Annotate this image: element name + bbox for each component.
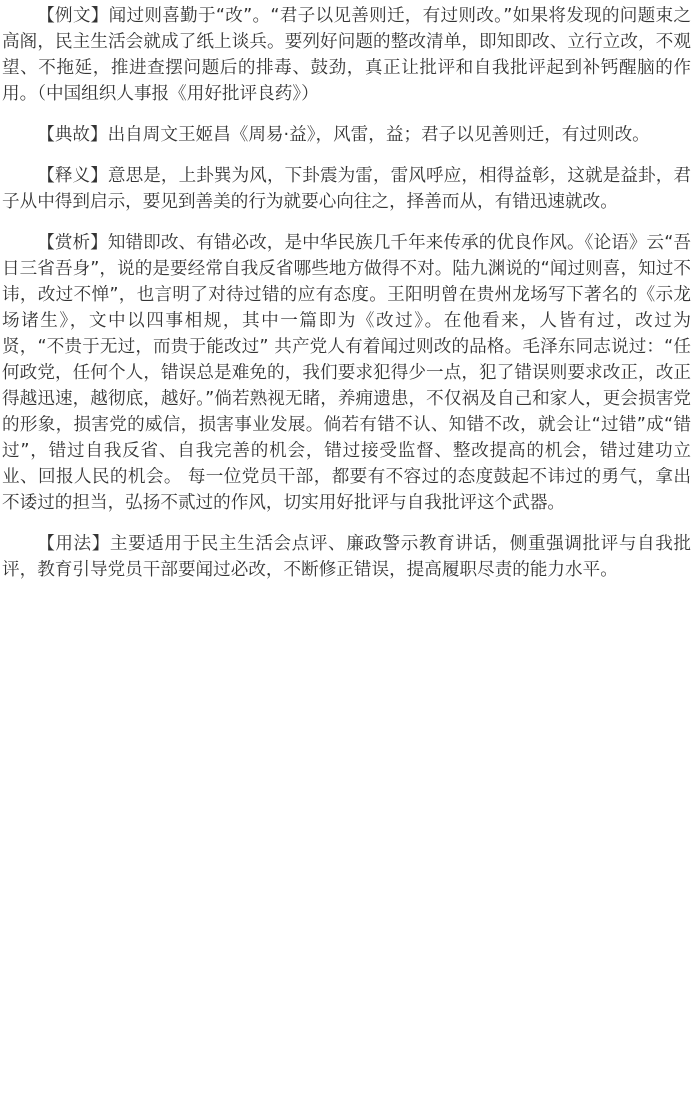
- paragraph-tag: 【典故】: [37, 125, 108, 145]
- paragraph-meaning: [2, 163, 691, 215]
- paragraph-allusion: [2, 122, 691, 148]
- paragraph-tag: 【赏析】: [37, 233, 108, 253]
- paragraph-text: 出自周文王姬昌《周易·益》，风雷，益；君子以见善则迁，有过则改。: [107, 125, 650, 145]
- article-body: [2, 0, 691, 583]
- paragraph-example: [2, 3, 691, 107]
- paragraph-tag: 【释义】: [37, 166, 108, 186]
- paragraph-usage: [2, 531, 691, 583]
- paragraph-tag: 【例文】: [37, 6, 109, 26]
- paragraph-tag: 【用法】: [37, 534, 110, 554]
- paragraph-appreciation: [2, 230, 691, 516]
- paragraph-text: 闻过则喜勤于“改”。“君子以见善则迁，有过则改。”如果将发现的问题束之高阁，民主生活会就成了纸上谈兵。要列好问题的整改清单，即知即改、立行立改，不观望、不拖延，推进查摆问题后的排毒、鼓劲，真正让批评和自我批评起到补钙醒脑的作用。（中国组织人事报《用好批评良药》）: [2, 6, 691, 104]
- paragraph-text: 主要适用于民主生活会点评、廉政警示教育讲话，侧重强调批评与自我批评，教育引导党员干部要闻过必改，不断修正错误，提高履职尽责的能力水平。: [2, 534, 691, 580]
- paragraph-text: 知错即改、有错必改，是中华民族几千年来传承的优良作风。《论语》云“吾日三省吾身”，说的是要经常自我反省哪些地方做得不对。陆九渊说的“闻过则喜，知过不讳，改过不惮”，也言明了对待过错的应有态度。王阳明曾在贵州龙场写下著名的《示龙场诸生》，文中以四事相规，其中一篇即为《改过》。在他看来，人皆有过，改过为贤，“不贵于无过，而贵于能改过” 共产党人有着闻过则改的品格。毛泽东同志说过：“任何政党，任何个人，错误总是难免的，我们要求犯得少一点，犯了错误则要求改正，改正得越迅速，越彻底，越好。”倘若熟视无睹，养痈遗患，不仅祸及自己和家人，更会损害党的形象，损害党的威信，损害事业发展。倘若有错不认、知错不改，就会让“过错”成“错过”，错过自我反省、自我完善的机会，错过接受监督、整改提高的机会，错过建功立业、回报人民的机会。 每一位党员干部，都要有不容过的态度鼓起不讳过的勇气，拿出不诿过的担当，弘扬不贰过的作风，切实用好批评与自我批评这个武器。: [2, 233, 691, 513]
- paragraph-text: 意思是，上卦巽为风，下卦震为雷，雷风呼应，相得益彰，这就是益卦，君子从中得到启示，要见到善美的行为就要心向往之，择善而从，有错迅速就改。: [2, 166, 691, 212]
